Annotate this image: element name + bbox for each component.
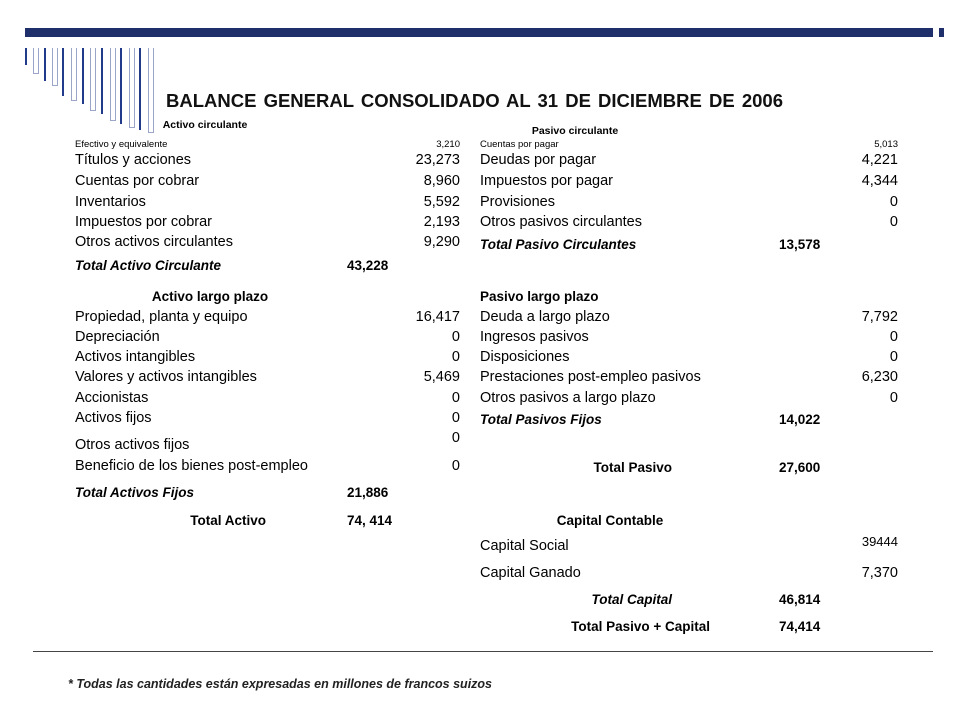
- pasivo-circulante-row-label: Impuestos por pagar: [480, 173, 613, 189]
- activo-largo-plazo-row-label: Propiedad, planta y equipo: [75, 309, 248, 325]
- pasivo-circulante-row-label: Cuentas por pagar: [480, 139, 559, 150]
- vertical-bar: [71, 48, 77, 101]
- vertical-bar: [25, 48, 27, 65]
- pasivo-circulante-row-value: 4,221: [861, 152, 898, 168]
- footer-divider: [33, 651, 933, 652]
- footnote: * Todas las cantidades están expresadas en millones de francos suizos: [68, 677, 493, 691]
- pasivo-largo-plazo-row-value: 0: [889, 329, 898, 345]
- vertical-bar: [82, 48, 84, 104]
- capital-ganado-value: 7,370: [861, 565, 898, 581]
- activo-largo-plazo-row-label: Depreciación: [75, 329, 160, 345]
- activo-largo-plazo-row-value: 0: [451, 349, 460, 365]
- total-pasivo-value: 27,600: [779, 460, 821, 475]
- vertical-bar: [129, 48, 135, 128]
- pasivo-circulante-row-label: Otros pasivos circulantes: [480, 214, 642, 230]
- activo-circulante-row-value: 3,210: [436, 139, 460, 150]
- activo-circulante-row-value: 8,960: [423, 173, 460, 189]
- activo-largo-plazo-row-value: 0: [451, 458, 460, 474]
- vertical-bar: [90, 48, 96, 111]
- activo-largo-plazo-row-label: Otros activos fijos: [75, 437, 190, 453]
- activo-largo-plazo-row-label: Accionistas: [75, 390, 149, 406]
- total-activo-circulante-value: 43,228: [347, 258, 389, 273]
- total-capital-label: Total Capital: [591, 592, 672, 607]
- activo-circulante-row-label: Otros activos circulantes: [75, 234, 233, 250]
- vertical-bar: [139, 48, 141, 130]
- top-accent-bar: [25, 28, 933, 37]
- vertical-bar: [110, 48, 116, 121]
- section-header-activo-largo-plazo: Activo largo plazo: [151, 289, 269, 304]
- pasivo-largo-plazo-row-value: 7,792: [861, 309, 898, 325]
- total-activo-label: Total Activo: [190, 513, 266, 528]
- capital-social-value: 39444: [861, 534, 898, 549]
- pasivo-largo-plazo-row-label: Deuda a largo plazo: [480, 309, 610, 325]
- pasivo-largo-plazo-row-value: 6,230: [861, 369, 898, 385]
- activo-largo-plazo-row-value: 0: [451, 430, 460, 446]
- activo-largo-plazo-row-label: Activos intangibles: [75, 349, 196, 365]
- vertical-bar: [44, 48, 46, 81]
- activo-circulante-row-label: Efectivo y equivalente: [75, 139, 168, 150]
- pasivo-largo-plazo-row-label: Disposiciones: [480, 349, 570, 365]
- activo-largo-plazo-row-value: 16,417: [415, 309, 460, 325]
- activo-circulante-row-label: Títulos y acciones: [75, 152, 192, 168]
- vertical-bar: [52, 48, 58, 86]
- total-activos-fijos-label: Total Activos Fijos: [75, 485, 195, 500]
- pasivo-largo-plazo-row-value: 0: [889, 349, 898, 365]
- activo-largo-plazo-row-value: 0: [451, 329, 460, 345]
- vertical-bar: [101, 48, 103, 114]
- vertical-bar: [62, 48, 64, 96]
- capital-ganado-label: Capital Ganado: [480, 565, 581, 581]
- total-pasivos-fijos-label: Total Pasivos Fijos: [480, 412, 602, 427]
- pasivo-circulante-row-label: Deudas por pagar: [480, 152, 597, 168]
- activo-largo-plazo-row-value: 0: [451, 410, 460, 426]
- activo-circulante-row-value: 2,193: [423, 214, 460, 230]
- section-header-pasivo-largo-plazo: Pasivo largo plazo: [480, 289, 599, 304]
- pasivo-circulante-row-value: 0: [889, 214, 898, 230]
- total-activo-circulante-label: Total Activo Circulante: [75, 258, 222, 273]
- vertical-bar: [120, 48, 122, 124]
- total-activos-fijos-value: 21,886: [347, 485, 389, 500]
- section-header-capital-contable: Capital Contable: [556, 513, 664, 528]
- pasivo-largo-plazo-row-label: Prestaciones post-empleo pasivos: [480, 369, 701, 385]
- pasivo-circulante-row-label: Provisiones: [480, 194, 555, 210]
- pasivo-circulante-row-value: 4,344: [861, 173, 898, 189]
- page-title: BALANCE GENERAL CONSOLIDADO AL 31 DE DICIEMBRE DE 2006: [166, 90, 784, 111]
- total-pasivo-capital-label: Total Pasivo + Capital: [571, 619, 710, 634]
- activo-largo-plazo-row-value: 0: [451, 390, 460, 406]
- activo-largo-plazo-row-label: Valores y activos intangibles: [75, 369, 257, 385]
- capital-social-label: Capital Social: [480, 538, 569, 554]
- pasivo-circulante-row-value: 5,013: [874, 139, 898, 150]
- activo-circulante-row-value: 5,592: [423, 194, 460, 210]
- total-pasivo-circulante-label: Total Pasivo Circulantes: [480, 237, 637, 252]
- activo-circulante-row-label: Inventarios: [75, 194, 146, 210]
- activo-largo-plazo-row-label: Activos fijos: [75, 410, 152, 426]
- vertical-bar: [33, 48, 39, 74]
- activo-circulante-row-label: Impuestos por cobrar: [75, 214, 213, 230]
- activo-largo-plazo-row-label: Beneficio de los bienes post-empleo: [75, 458, 308, 474]
- activo-circulante-row-value: 9,290: [423, 234, 460, 250]
- total-pasivo-circulante-value: 13,578: [779, 237, 821, 252]
- total-activo-value: 74, 414: [347, 513, 393, 528]
- pasivo-largo-plazo-row-value: 0: [889, 390, 898, 406]
- total-pasivos-fijos-value: 14,022: [779, 412, 821, 427]
- section-header-activo-circulante: Activo circulante: [162, 119, 248, 131]
- pasivo-largo-plazo-row-label: Otros pasivos a largo plazo: [480, 390, 656, 406]
- pasivo-largo-plazo-row-label: Ingresos pasivos: [480, 329, 589, 345]
- activo-circulante-row-value: 23,273: [415, 152, 460, 168]
- total-capital-value: 46,814: [779, 592, 821, 607]
- activo-largo-plazo-row-value: 5,469: [423, 369, 460, 385]
- total-pasivo-capital-value: 74,414: [779, 619, 821, 634]
- section-header-pasivo-circulante: Pasivo circulante: [531, 125, 619, 137]
- activo-circulante-row-label: Cuentas por cobrar: [75, 173, 200, 189]
- pasivo-circulante-row-value: 0: [889, 194, 898, 210]
- top-accent-bar-end: [939, 28, 944, 37]
- total-pasivo-label: Total Pasivo: [593, 460, 672, 475]
